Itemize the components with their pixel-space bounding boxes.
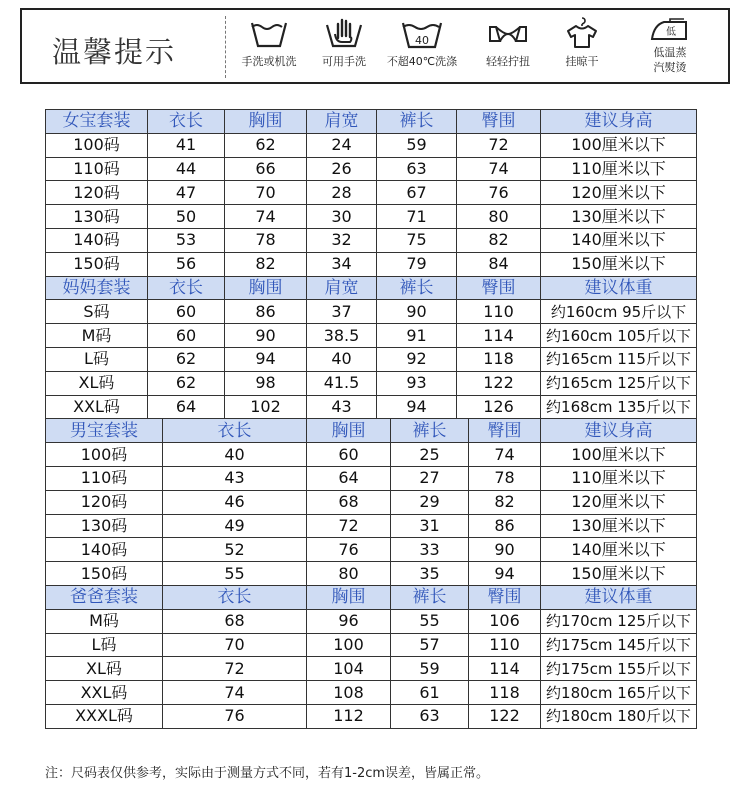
table-cell: 150码	[46, 562, 163, 586]
table-cell: 72	[307, 514, 391, 538]
table-cell: 40	[163, 443, 307, 467]
table-row	[46, 300, 697, 324]
table-cell: 56	[148, 252, 225, 276]
header-cell: 建议体重	[541, 276, 697, 300]
table-cell: 33	[391, 538, 469, 562]
table-cell: 102	[225, 395, 307, 419]
table-cell: 29	[391, 490, 469, 514]
table-cell: 35	[391, 562, 469, 586]
table-cell: 49	[163, 514, 307, 538]
table-cell: L码	[46, 633, 163, 657]
table-row	[46, 514, 697, 538]
table-cell: 71	[377, 205, 457, 229]
wash-40-icon	[400, 16, 444, 50]
low-iron-icon	[648, 16, 692, 44]
table-cell: 68	[163, 609, 307, 633]
table-cell: 40	[307, 347, 377, 371]
table-cell: 约180cm 165斤以下	[541, 681, 697, 705]
care-item-no-wring	[472, 16, 544, 69]
table-row	[46, 371, 697, 395]
header-cell: 衣长	[148, 276, 225, 300]
table-cell: 62	[225, 133, 307, 157]
care-label: 手洗或机洗	[241, 55, 297, 68]
table-cell: 78	[225, 228, 307, 252]
table-cell: 57	[391, 633, 469, 657]
table-cell: 68	[307, 490, 391, 514]
table-cell: 106	[469, 609, 541, 633]
table-cell: 126	[457, 395, 541, 419]
table-row	[46, 704, 697, 728]
care-label: 轻轻拧扭	[486, 55, 530, 68]
table-cell: 120码	[46, 490, 163, 514]
table-row	[46, 633, 697, 657]
table-cell: 26	[307, 157, 377, 181]
header-cell: 臀围	[469, 419, 541, 443]
header-cell: 胸围	[225, 276, 307, 300]
table-cell: 100厘米以下	[541, 443, 697, 467]
header-cell: 裤长	[391, 585, 469, 609]
table-cell: 112	[307, 704, 391, 728]
table-cell: 110码	[46, 157, 148, 181]
table-row	[46, 347, 697, 371]
table-row	[46, 324, 697, 348]
table-cell: 67	[377, 181, 457, 205]
table-row	[46, 562, 697, 586]
table-cell: 140码	[46, 228, 148, 252]
mom-header-row	[46, 276, 697, 300]
table-cell: 82	[225, 252, 307, 276]
size-note: 注：尺码表仅供参考，实际由于测量方式不同，若有1-2cm误差，皆属正常。	[45, 766, 490, 781]
table-row	[46, 681, 697, 705]
table-cell: 44	[148, 157, 225, 181]
care-item-hand-wash	[309, 16, 379, 69]
table-cell: 110码	[46, 466, 163, 490]
table-cell: 130码	[46, 205, 148, 229]
table-cell: 114	[457, 324, 541, 348]
table-cell: 74	[225, 205, 307, 229]
table-row	[46, 443, 697, 467]
table-cell: 80	[307, 562, 391, 586]
hang-dry-icon	[562, 16, 602, 50]
table-cell: 86	[225, 300, 307, 324]
table-cell: 约168cm 135斤以下	[541, 395, 697, 419]
table-cell: 约160cm 105斤以下	[541, 324, 697, 348]
table-cell: 100码	[46, 443, 163, 467]
table-cell: 79	[377, 252, 457, 276]
header-cell: 衣长	[148, 110, 225, 134]
table-cell: 31	[391, 514, 469, 538]
table-cell: L码	[46, 347, 148, 371]
care-item-hang-dry	[552, 16, 612, 69]
table-cell: 43	[163, 466, 307, 490]
header-cell: 胸围	[225, 110, 307, 134]
hand-wash-hand-icon	[324, 16, 364, 50]
table-cell: 118	[469, 681, 541, 705]
table-cell: 59	[377, 133, 457, 157]
table-cell: 34	[307, 252, 377, 276]
table-cell: 130厘米以下	[541, 205, 697, 229]
table-cell: 41.5	[307, 371, 377, 395]
table-row	[46, 466, 697, 490]
table-row	[46, 181, 697, 205]
table-cell: 约175cm 155斤以下	[541, 657, 697, 681]
table-row	[46, 657, 697, 681]
table-cell: 55	[163, 562, 307, 586]
table-cell: 130码	[46, 514, 163, 538]
table-cell: 61	[391, 681, 469, 705]
table-cell: 27	[391, 466, 469, 490]
table-cell: 92	[377, 347, 457, 371]
table-cell: 140码	[46, 538, 163, 562]
table-cell: 114	[469, 657, 541, 681]
header-cell: 臀围	[457, 276, 541, 300]
table-row	[46, 252, 697, 276]
header-cell: 裤长	[391, 419, 469, 443]
table-cell: 86	[469, 514, 541, 538]
table-cell: 120厘米以下	[541, 490, 697, 514]
header-cell: 女宝套装	[46, 110, 148, 134]
header-cell: 衣长	[163, 585, 307, 609]
table-cell: 94	[225, 347, 307, 371]
table-cell: 98	[225, 371, 307, 395]
dad-header-row	[46, 585, 697, 609]
table-cell: 76	[457, 181, 541, 205]
table-row	[46, 395, 697, 419]
table-cell: 90	[469, 538, 541, 562]
table-cell: 63	[391, 704, 469, 728]
table-cell: 32	[307, 228, 377, 252]
girl-header-row	[46, 110, 697, 134]
care-item-machine-wash	[229, 16, 309, 69]
table-cell: 118	[457, 347, 541, 371]
table-cell: 76	[163, 704, 307, 728]
care-item-wash-40	[379, 16, 465, 69]
header-cell: 建议身高	[541, 110, 697, 134]
care-item-low-iron	[634, 16, 706, 75]
care-label-line2: 汽熨烫	[653, 61, 687, 74]
table-cell: 72	[163, 657, 307, 681]
table-row	[46, 609, 697, 633]
table-cell: 94	[469, 562, 541, 586]
table-cell: 53	[148, 228, 225, 252]
table-cell: 122	[457, 371, 541, 395]
table-cell: 108	[307, 681, 391, 705]
table-cell: 100厘米以下	[541, 133, 697, 157]
table-cell: 75	[377, 228, 457, 252]
care-label: 挂晾干	[565, 55, 599, 68]
table-cell: 82	[457, 228, 541, 252]
header-cell: 裤长	[377, 110, 457, 134]
table-cell: 70	[225, 181, 307, 205]
table-cell: 70	[163, 633, 307, 657]
table-cell: XXL码	[46, 395, 148, 419]
table-cell: 43	[307, 395, 377, 419]
wash-40-temp: 40	[415, 34, 429, 47]
table-cell: 约180cm 180斤以下	[541, 704, 697, 728]
header-cell: 肩宽	[307, 276, 377, 300]
table-cell: 38.5	[307, 324, 377, 348]
table-cell: 90	[377, 300, 457, 324]
table-cell: 96	[307, 609, 391, 633]
table-cell: 74	[469, 443, 541, 467]
care-label: 可用手洗	[322, 55, 366, 68]
no-wring-icon	[486, 16, 530, 50]
table-cell: 150码	[46, 252, 148, 276]
care-label: 不超40℃洗涤	[386, 55, 458, 68]
table-cell: 约165cm 115斤以下	[541, 347, 697, 371]
table-cell: 72	[457, 133, 541, 157]
table-cell: 46	[163, 490, 307, 514]
table-row	[46, 228, 697, 252]
table-cell: 120厘米以下	[541, 181, 697, 205]
table-cell: S码	[46, 300, 148, 324]
table-cell: 120码	[46, 181, 148, 205]
table-cell: 150厘米以下	[541, 252, 697, 276]
iron-low-text: 低	[666, 27, 676, 38]
table-cell: 110	[457, 300, 541, 324]
table-cell: 约165cm 125斤以下	[541, 371, 697, 395]
table-cell: 110厘米以下	[541, 157, 697, 181]
header-cell: 爸爸套装	[46, 585, 163, 609]
table-cell: 122	[469, 704, 541, 728]
table-cell: 64	[307, 466, 391, 490]
table-cell: 91	[377, 324, 457, 348]
header-cell: 妈妈套装	[46, 276, 148, 300]
table-cell: 63	[377, 157, 457, 181]
table-cell: 80	[457, 205, 541, 229]
table-cell: 110厘米以下	[541, 466, 697, 490]
table-cell: 74	[457, 157, 541, 181]
table-cell: 104	[307, 657, 391, 681]
header-cell: 臀围	[457, 110, 541, 134]
table-cell: 76	[307, 538, 391, 562]
table-cell: 25	[391, 443, 469, 467]
table-cell: 30	[307, 205, 377, 229]
table-cell: 64	[148, 395, 225, 419]
table-cell: 90	[225, 324, 307, 348]
table-cell: 47	[148, 181, 225, 205]
header-cell: 建议体重	[541, 585, 697, 609]
header-cell: 衣长	[163, 419, 307, 443]
boy-header-row	[46, 419, 697, 443]
table-cell: 约160cm 95斤以下	[541, 300, 697, 324]
table-cell: 94	[377, 395, 457, 419]
table-cell: 62	[148, 371, 225, 395]
header-cell: 肩宽	[307, 110, 377, 134]
table-cell: 110	[469, 633, 541, 657]
table-cell: 130厘米以下	[541, 514, 697, 538]
table-cell: 84	[457, 252, 541, 276]
header-cell: 男宝套装	[46, 419, 163, 443]
table-cell: 78	[469, 466, 541, 490]
table-cell: 28	[307, 181, 377, 205]
care-label-line1: 低温蒸	[653, 46, 687, 59]
table-cell: 140厘米以下	[541, 228, 697, 252]
header-cell: 臀围	[469, 585, 541, 609]
hand-wash-tub-icon	[249, 16, 289, 50]
table-cell: 62	[148, 347, 225, 371]
care-divider	[225, 16, 226, 78]
table-cell: 50	[148, 205, 225, 229]
table-cell: 55	[391, 609, 469, 633]
table-cell: XXL码	[46, 681, 163, 705]
table-cell: 66	[225, 157, 307, 181]
table-row	[46, 133, 697, 157]
table-row	[46, 205, 697, 229]
size-chart-table	[45, 109, 697, 729]
table-row	[46, 538, 697, 562]
care-tips-banner	[20, 8, 730, 84]
table-cell: XL码	[46, 657, 163, 681]
table-cell: 100	[307, 633, 391, 657]
table-cell: 41	[148, 133, 225, 157]
table-cell: XL码	[46, 371, 148, 395]
table-cell: 140厘米以下	[541, 538, 697, 562]
table-cell: 24	[307, 133, 377, 157]
table-cell: 52	[163, 538, 307, 562]
table-cell: 约175cm 145斤以下	[541, 633, 697, 657]
table-cell: 37	[307, 300, 377, 324]
table-cell: XXXL码	[46, 704, 163, 728]
table-cell: 100码	[46, 133, 148, 157]
table-cell: 59	[391, 657, 469, 681]
table-cell: M码	[46, 324, 148, 348]
care-tips-title: 温馨提示	[52, 35, 177, 69]
table-cell: 93	[377, 371, 457, 395]
table-cell: 约170cm 125斤以下	[541, 609, 697, 633]
table-cell: 74	[163, 681, 307, 705]
table-row	[46, 157, 697, 181]
table-cell: M码	[46, 609, 163, 633]
table-cell: 150厘米以下	[541, 562, 697, 586]
header-cell: 胸围	[307, 585, 391, 609]
header-cell: 建议身高	[541, 419, 697, 443]
header-cell: 胸围	[307, 419, 391, 443]
table-row	[46, 490, 697, 514]
table-cell: 60	[307, 443, 391, 467]
table-cell: 82	[469, 490, 541, 514]
table-cell: 60	[148, 300, 225, 324]
header-cell: 裤长	[377, 276, 457, 300]
table-cell: 60	[148, 324, 225, 348]
